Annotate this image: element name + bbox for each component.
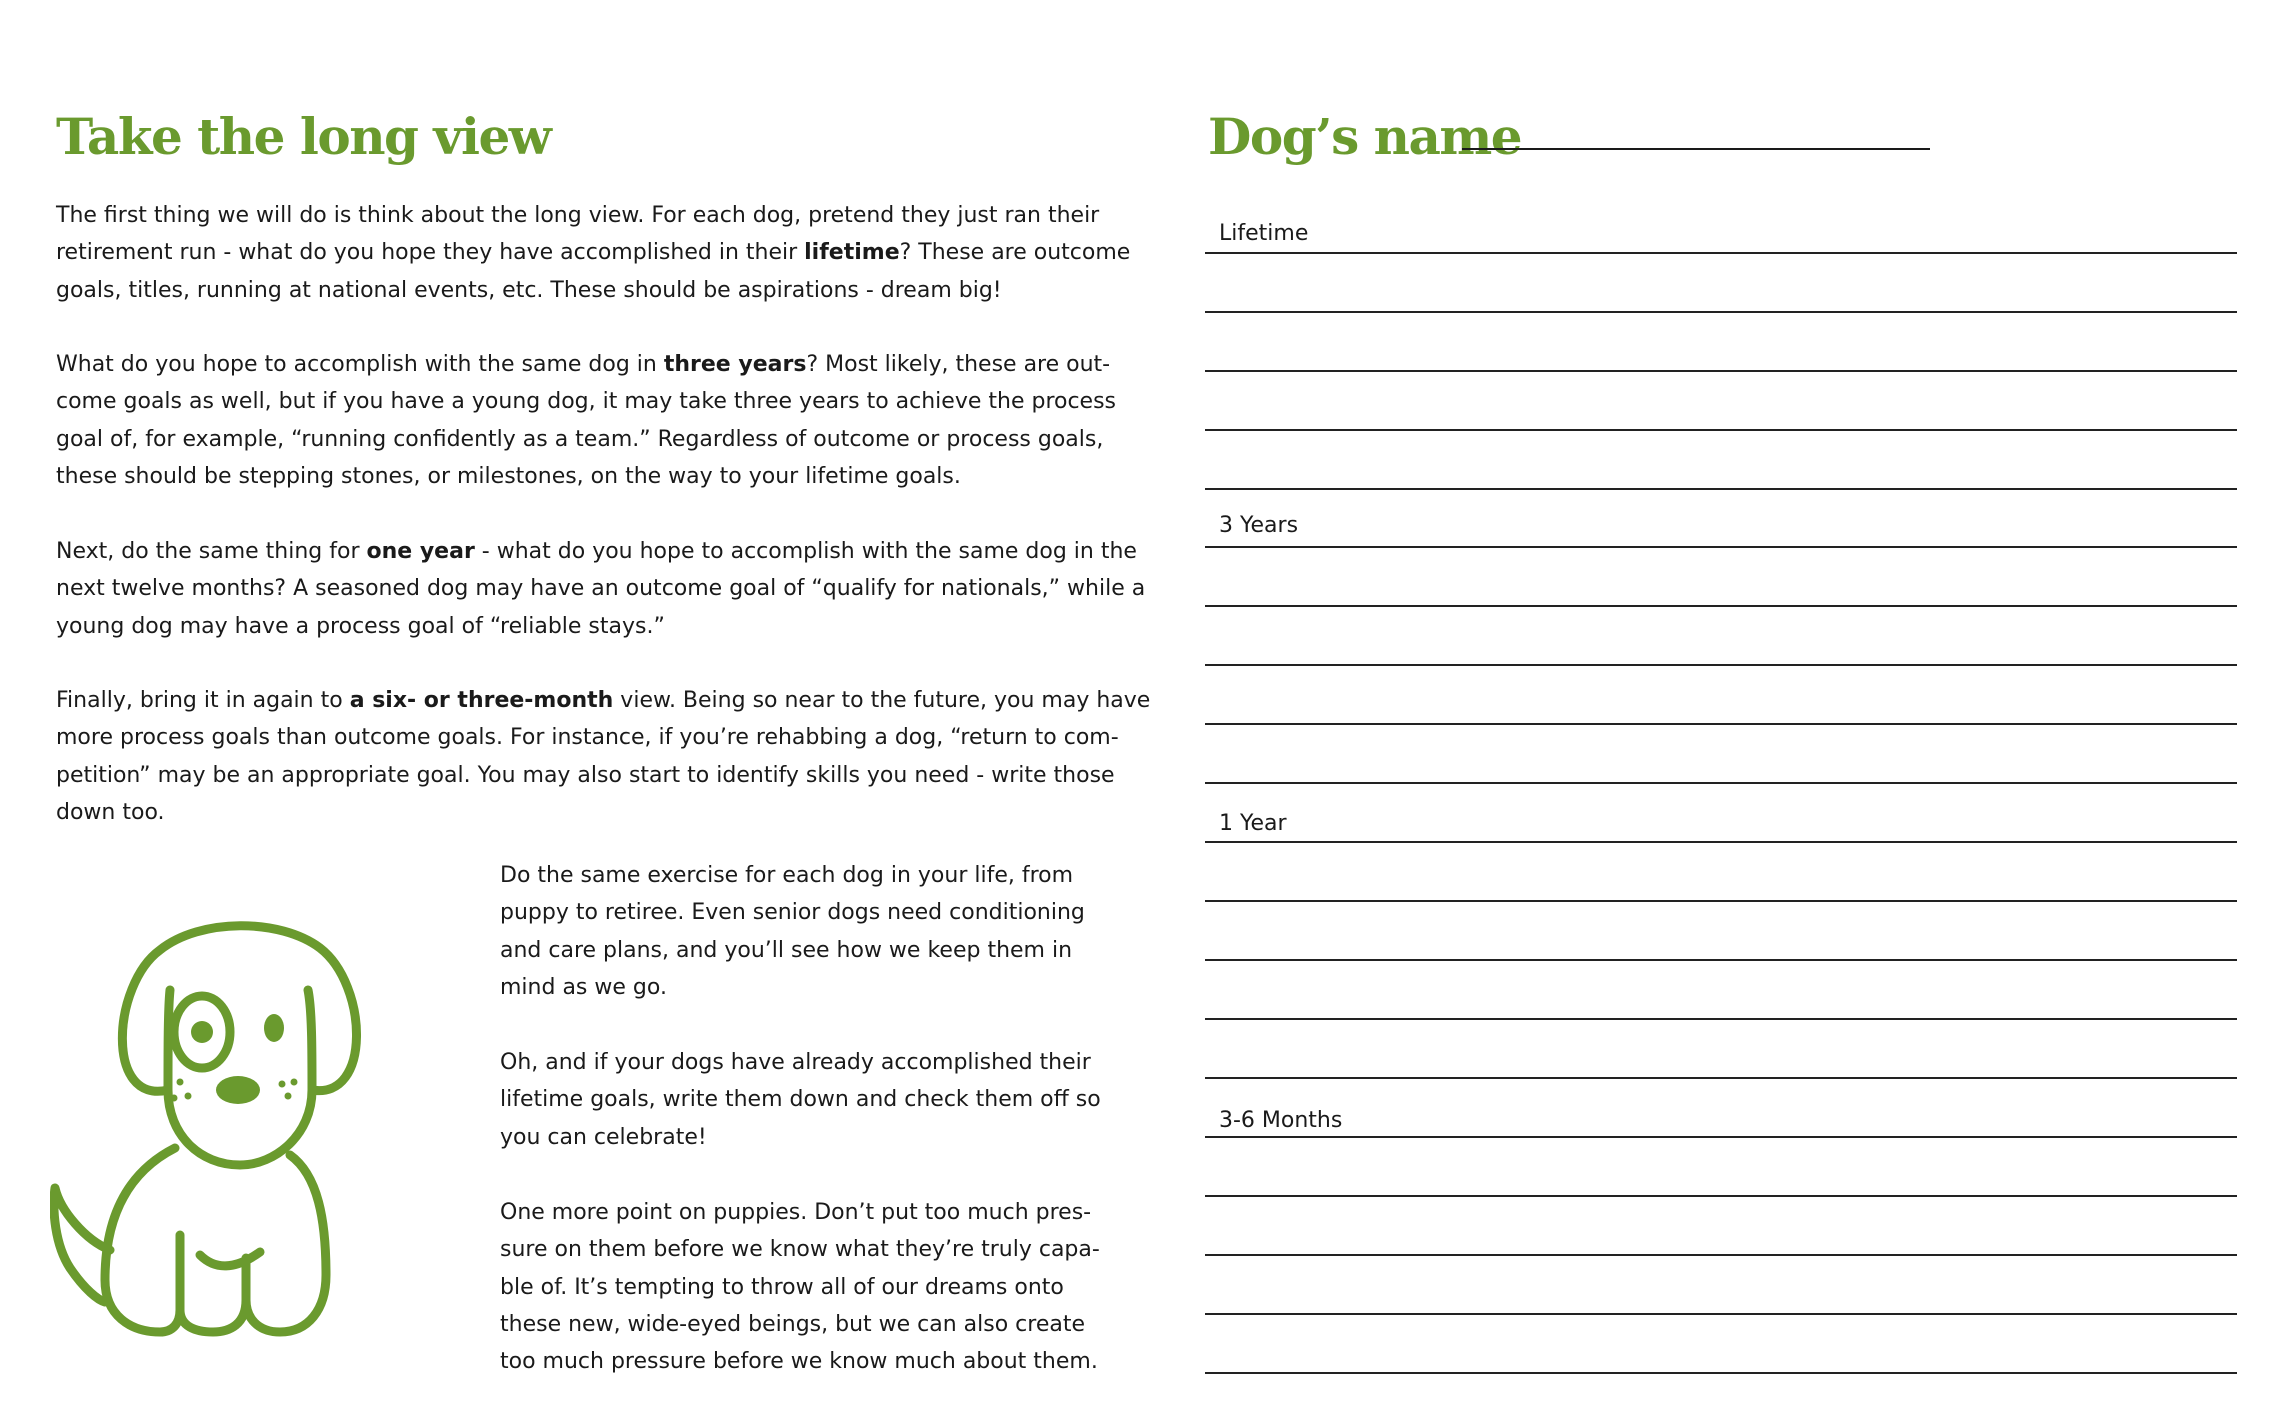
- writing-line[interactable]: [1205, 959, 2237, 961]
- writing-line[interactable]: [1205, 723, 2237, 725]
- text-line: [500, 1119, 1090, 1156]
- text-run: petition” may be an appropriate goal. You may also start to identify skills you need - write those: [56, 762, 1115, 788]
- text-run: The first thing we will do is think about the long view. For each dog, pretend they just ran their: [56, 203, 1100, 228]
- puppy-body-right: [246, 1155, 326, 1332]
- text-run: ble of. It’s tempting to throw all of our dreams onto: [500, 1274, 1064, 1300]
- text-line: [56, 197, 1100, 234]
- text-line: [500, 857, 1090, 894]
- text-run: ? These are outcome: [899, 240, 1131, 266]
- dog-name-line[interactable]: [1462, 148, 1930, 150]
- text-line: [500, 932, 1090, 969]
- text-line: [500, 1044, 1090, 1081]
- section-label-lifetime: Lifetime: [1219, 221, 1309, 246]
- writing-line[interactable]: [1205, 311, 2237, 313]
- writing-line[interactable]: [1205, 429, 2237, 431]
- writing-line[interactable]: [1205, 370, 2237, 372]
- text-run: too much pressure before we know much about them.: [500, 1349, 1098, 1375]
- text-line: [56, 533, 1137, 570]
- text-run: puppy to retiree. Even senior dogs need conditioning: [500, 900, 1085, 926]
- text-run: these should be stepping stones, or milestones, on the way to your lifetime goals.: [56, 463, 961, 489]
- text-run: Do the same exercise for each dog in your life, from: [500, 863, 1074, 888]
- text-run: these new, wide-eyed beings, but we can also create: [500, 1311, 1086, 1337]
- text-line: [500, 1081, 1101, 1118]
- text-line: [56, 682, 1151, 719]
- paragraph-one-year: [56, 533, 1146, 645]
- section-rule: [1205, 841, 2237, 843]
- writing-line[interactable]: [1205, 605, 2237, 607]
- bold-phrase: three years: [663, 352, 807, 377]
- puppy-legs: [180, 1300, 246, 1332]
- section-label-3-6-months: 3-6 Months: [1219, 1108, 1343, 1133]
- text-line: [500, 1231, 1100, 1268]
- paragraph-puppies: [500, 1194, 1100, 1380]
- writing-line[interactable]: [1205, 1254, 2237, 1256]
- text-run: ? Most likely, these are out-: [806, 352, 1111, 377]
- text-line: [500, 1306, 1090, 1343]
- bold-phrase: one year: [366, 539, 475, 564]
- page-title: Take the long view: [56, 107, 551, 166]
- text-run: One more point on puppies. Don’t put too much pres-: [500, 1200, 1092, 1225]
- puppy-body: [105, 1148, 180, 1332]
- text-run: and care plans, and you’ll see how we keep them in: [500, 937, 1073, 963]
- dog-name-title: Dog’s name: [1208, 107, 1522, 166]
- writing-line[interactable]: [1205, 900, 2237, 902]
- puppy-nose: [216, 1076, 260, 1104]
- paragraph-celebrate: [500, 1044, 1101, 1156]
- writing-line[interactable]: [1205, 1195, 2237, 1197]
- bold-phrase: lifetime: [804, 240, 900, 266]
- text-line: [56, 346, 1111, 383]
- text-line: [56, 608, 1086, 645]
- paragraph-each-dog: [500, 857, 1090, 1006]
- text-run: you can celebrate!: [500, 1124, 707, 1150]
- text-line: [56, 719, 1119, 756]
- writing-line[interactable]: [1205, 1077, 2237, 1079]
- section-rule: [1205, 252, 2237, 254]
- text-line: [56, 570, 1146, 607]
- puppy-illustration: [50, 890, 410, 1380]
- text-run: goals, titles, running at national events, etc. These should be aspirations - dream big!: [56, 277, 1002, 303]
- text-line: [56, 458, 1086, 495]
- bold-phrase: a six- or three-month: [349, 688, 614, 713]
- text-run: Finally, bring it in again to: [56, 688, 350, 713]
- text-line: [500, 894, 1090, 931]
- paragraph-six-month: [56, 682, 1151, 831]
- puppy-head-outline: [122, 926, 356, 1165]
- writing-line[interactable]: [1205, 664, 2237, 666]
- section-label-3-years: 3 Years: [1219, 513, 1299, 538]
- text-line: [56, 757, 1115, 794]
- section-rule: [1205, 546, 2237, 548]
- text-run: next twelve months? A seasoned dog may have an outcome goal of “qualify for nationals,” while a: [56, 576, 1146, 602]
- puppy-ear-left: [168, 990, 170, 1090]
- text-run: What do you hope to accomplish with the same dog in: [56, 352, 664, 377]
- writing-line[interactable]: [1205, 1018, 2237, 1020]
- writing-line[interactable]: [1205, 488, 2237, 490]
- writing-line[interactable]: [1205, 1372, 2237, 1374]
- text-line: [56, 421, 1104, 458]
- text-line: [500, 1194, 1090, 1231]
- paragraph-lifetime: [56, 197, 1131, 309]
- text-run: lifetime goals, write them down and check them off so: [500, 1087, 1101, 1113]
- writing-line[interactable]: [1205, 782, 2237, 784]
- text-run: retirement run - what do you hope they have accomplished in their: [56, 240, 805, 266]
- section-rule: [1205, 1136, 2237, 1138]
- text-run: goal of, for example, “running confidently as a team.” Regardless of outcome or process goals,: [56, 426, 1104, 452]
- paragraph-three-years: [56, 346, 1117, 495]
- text-line: [56, 272, 1086, 309]
- text-run: more process goals than outcome goals. For instance, if you’re rehabbing a dog, “return to com-: [56, 725, 1119, 751]
- text-line: [500, 969, 1090, 1006]
- puppy-eye-left: [191, 1021, 213, 1043]
- section-label-1-year: 1 Year: [1219, 811, 1287, 836]
- writing-line[interactable]: [1205, 1313, 2237, 1315]
- text-run: mind as we go.: [500, 974, 667, 1000]
- text-line: [500, 1343, 1098, 1380]
- text-run: view. Being so near to the future, you may have: [613, 688, 1151, 713]
- text-run: - what do you hope to accomplish with the same dog in the: [474, 539, 1137, 564]
- text-line: [500, 1269, 1090, 1306]
- text-run: Oh, and if your dogs have already accomplished their: [500, 1050, 1091, 1075]
- puppy-chest: [200, 1252, 260, 1266]
- text-line: [56, 234, 1131, 271]
- text-run: come goals as well, but if you have a young dog, it may take three years to achieve the process: [56, 389, 1117, 415]
- puppy-ear-right: [308, 990, 312, 1090]
- text-run: young dog may have a process goal of “reliable stays.”: [56, 613, 665, 639]
- text-run: Next, do the same thing for: [56, 539, 367, 564]
- text-line: [56, 383, 1117, 420]
- text-run: sure on them before we know what they’re truly capa-: [500, 1237, 1100, 1263]
- text-line: [56, 794, 1086, 831]
- text-run: down too.: [56, 799, 165, 825]
- puppy-eye-right: [264, 1014, 284, 1042]
